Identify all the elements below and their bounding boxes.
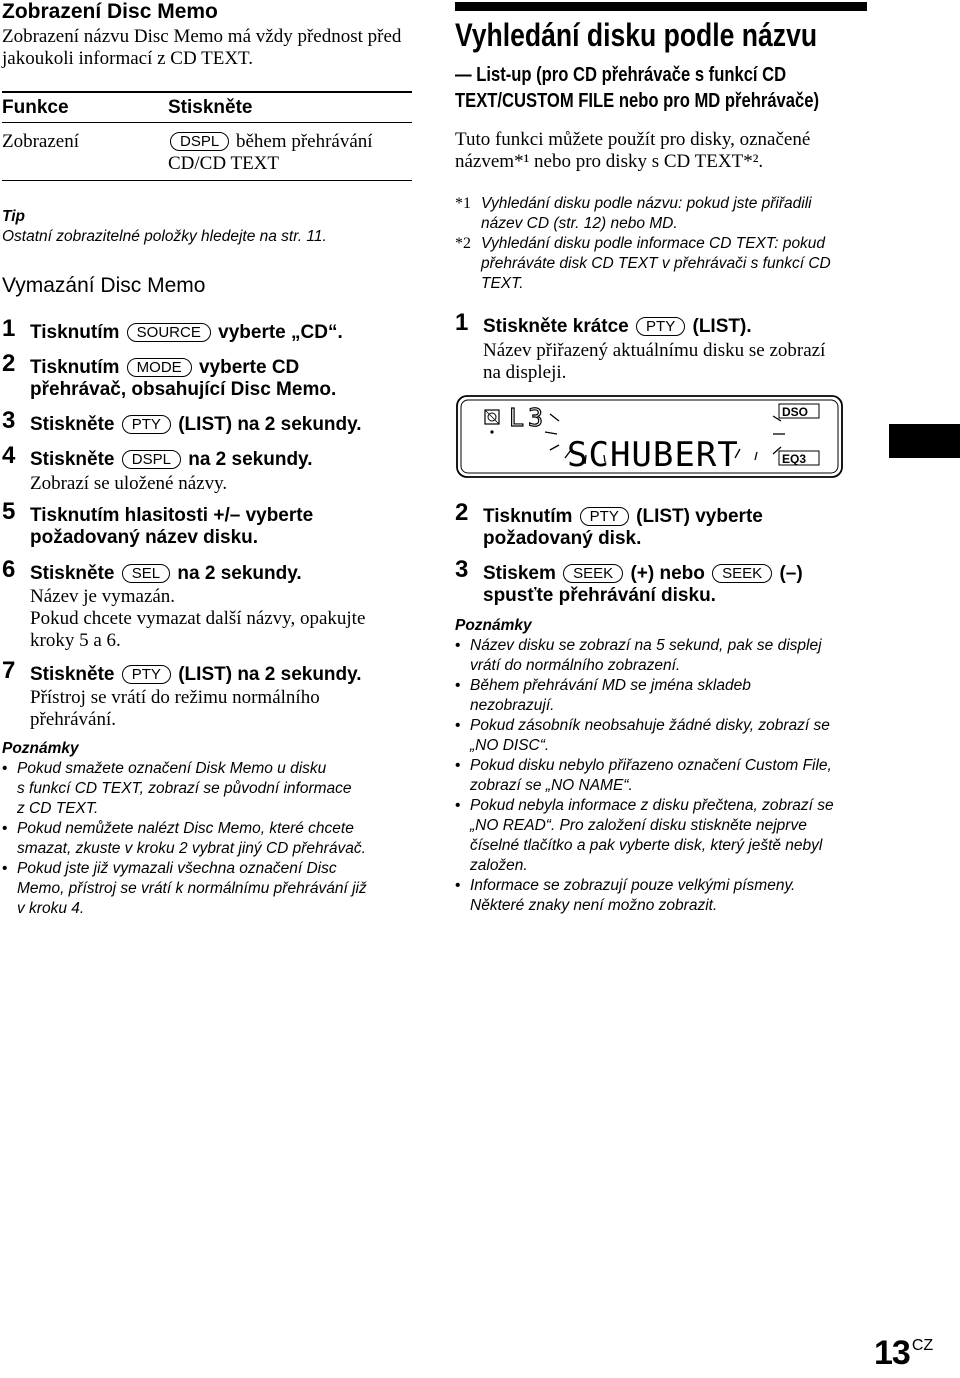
note-item: • Pokud nemůžete nalézt Disc Memo, které chcete smazat, zkuste v kroku 2 vybrat jiný CD přehrávač. bbox=[2, 819, 417, 859]
pty-button: PTY bbox=[122, 665, 171, 684]
table-cell-press bbox=[168, 131, 413, 175]
step-text: Stiskněte bbox=[30, 563, 115, 584]
seek-button: SEEK bbox=[563, 564, 623, 583]
pty-button: PTY bbox=[122, 415, 171, 434]
note-item: • Pokud nebyla informace z disku přečtena, zobrazí se „NO READ“. Pro založení disku stiskněte nejprve číselné tlačítko a pak vyberte disk, který ještě nebyl založen. bbox=[455, 796, 875, 876]
step-text: spusťte přehrávání disku. bbox=[483, 585, 716, 606]
step-number: 3 bbox=[455, 556, 469, 583]
erase-step-5 bbox=[2, 498, 440, 549]
detail-line: Název přiřazený aktuálnímu disku se zobrazí bbox=[483, 340, 826, 361]
step-text: Tisknutím bbox=[483, 506, 573, 527]
note-item: • Během přehrávání MD se jména skladeb nezobrazují. bbox=[455, 676, 875, 716]
erase-step-6 bbox=[2, 556, 440, 585]
lcd-main-text: SCHUBERT bbox=[567, 435, 739, 475]
step-text: na 2 sekundy. bbox=[188, 449, 313, 470]
step-number: 2 bbox=[455, 499, 469, 526]
table-cell-text-b: CD/CD TEXT bbox=[168, 153, 280, 174]
step-number: 6 bbox=[2, 556, 16, 583]
step-text: požadovaný název disku. bbox=[30, 527, 259, 548]
detail-line: Název je vymazán. bbox=[30, 586, 176, 607]
step-text: (LIST) vyberte bbox=[636, 506, 763, 527]
dspl-button: DSPL bbox=[122, 450, 181, 469]
list-notes bbox=[455, 636, 875, 916]
dspl-button: DSPL bbox=[170, 132, 229, 151]
intro-line: názvem*¹ nebo pro disky s CD TEXT*². bbox=[455, 151, 764, 172]
step-number: 3 bbox=[2, 407, 16, 434]
list-step-3 bbox=[455, 556, 903, 607]
tip-text: Ostatní zobrazitelné položky hledejte na str. 11. bbox=[2, 228, 327, 245]
step-number: 7 bbox=[2, 657, 16, 684]
footnote-1: *1 Vyhledání disku podle názvu: pokud jste přiřadili název CD (str. 12) nebo MD. bbox=[455, 195, 812, 232]
footnote-mark: *1 bbox=[455, 195, 471, 212]
step-text: Stiskněte bbox=[30, 664, 115, 685]
section-intro bbox=[455, 129, 875, 173]
disc-memo-display-intro: Zobrazení názvu Disc Memo má vždy přednost před jakoukoli informací z CD TEXT. bbox=[2, 26, 402, 69]
step-text: (–) bbox=[779, 563, 803, 584]
pty-button: PTY bbox=[580, 507, 629, 526]
erase-step-7-detail bbox=[30, 687, 320, 731]
erase-section-title: Vymazání Disc Memo bbox=[2, 274, 206, 297]
erase-step-6-detail bbox=[30, 586, 365, 652]
note-item: • Pokud zásobník neobsahuje žádné disky, zobrazí se „NO DISC“. bbox=[455, 716, 875, 756]
dso-indicator: DSO bbox=[782, 405, 809, 419]
side-tab-marker bbox=[889, 424, 960, 458]
intro-line: Tuto funkci můžete použít pro disky, označené bbox=[455, 129, 811, 150]
table-header-press: Stiskněte bbox=[168, 97, 253, 118]
note-item: • Pokud smažete označení Disk Memo u disku s funkcí CD TEXT, zobrazí se původní informace z CD TEXT. bbox=[2, 759, 417, 819]
title-top-rule bbox=[455, 2, 867, 11]
table-cell-function: Zobrazení bbox=[2, 131, 80, 152]
table-bottom-rule bbox=[2, 180, 412, 181]
erase-step-2 bbox=[2, 350, 440, 401]
detail-line: Přístroj se vrátí do režimu normálního bbox=[30, 687, 320, 708]
erase-step-4 bbox=[2, 442, 440, 471]
list-step-2 bbox=[455, 499, 903, 550]
step-text: Stiskem bbox=[483, 563, 556, 584]
table-top-rule bbox=[2, 91, 412, 93]
detail-line: přehrávání. bbox=[30, 709, 116, 730]
source-button: SOURCE bbox=[127, 323, 211, 342]
page-number-suffix: CZ bbox=[911, 1337, 934, 1354]
step-text: vyberte CD bbox=[198, 357, 300, 378]
step-text: Stiskněte krátce bbox=[483, 316, 629, 337]
table-header-rule bbox=[2, 122, 412, 123]
step-text: Stiskněte bbox=[30, 414, 115, 435]
erase-notes-label: Poznámky bbox=[2, 740, 79, 757]
table-cell-text-a: během přehrávání bbox=[235, 131, 373, 152]
step-number: 1 bbox=[2, 315, 16, 342]
mode-button: MODE bbox=[127, 358, 192, 377]
step-text: vyberte „CD“. bbox=[218, 322, 343, 343]
step-text: Tisknutím bbox=[30, 322, 120, 343]
step-text: na 2 sekundy. bbox=[177, 563, 302, 584]
step-number: 4 bbox=[2, 442, 16, 469]
erase-step-3 bbox=[2, 407, 440, 436]
note-item: • Název disku se zobrazí na 5 sekund, pak se displej vrátí do normálního zobrazení. bbox=[455, 636, 875, 676]
step-text: (+) nebo bbox=[630, 563, 705, 584]
step-number: 5 bbox=[2, 498, 16, 525]
section-subtitle-line2: TEXT/CUSTOM FILE nebo pro MD přehrávače) bbox=[455, 90, 820, 112]
detail-line: Pokud chcete vymazat další názvy, opakujte bbox=[30, 608, 366, 629]
erase-step-7 bbox=[2, 657, 440, 686]
footnote-mark: *2 bbox=[455, 235, 471, 252]
seek-button: SEEK bbox=[712, 564, 772, 583]
step-number: 2 bbox=[2, 350, 16, 377]
section-subtitle-line1: — List-up (pro CD přehrávače s funkcí CD bbox=[455, 64, 787, 86]
detail-line: kroky 5 a 6. bbox=[30, 630, 121, 651]
step-text: Tisknutím bbox=[30, 357, 120, 378]
lcd-display-svg bbox=[455, 394, 845, 480]
erase-notes-list bbox=[2, 759, 417, 919]
list-step-1-detail bbox=[483, 340, 825, 384]
footnote-2: *2 Vyhledání disku podle informace CD TEXT: pokud přehráváte disk CD TEXT v přehrávači s funkcí CD TEXT. bbox=[455, 235, 831, 292]
display-illustration bbox=[455, 394, 845, 480]
disc-memo-display-title: Zobrazení Disc Memo bbox=[2, 0, 218, 23]
page-number-value: 13 bbox=[874, 1334, 910, 1372]
erase-step-1 bbox=[2, 315, 440, 344]
section-title: Vyhledání disku podle názvu bbox=[455, 17, 818, 53]
tip-label: Tip bbox=[2, 208, 25, 225]
note-item: • Pokud jste již vymazali všechna označení Disc Memo, přístroj se vrátí k normálnímu přehrávání již v kroku 4. bbox=[2, 859, 417, 919]
erase-step-4-detail: Zobrazí se uložené názvy. bbox=[30, 473, 228, 494]
step-text: (LIST) na 2 sekundy. bbox=[178, 414, 362, 435]
step-number: 1 bbox=[455, 309, 469, 336]
pty-button: PTY bbox=[636, 317, 685, 336]
step-text: Stiskněte bbox=[30, 449, 115, 470]
step-text: (LIST). bbox=[692, 316, 752, 337]
note-item: • Informace se zobrazují pouze velkými písmeny. Některé znaky není možno zobrazit. bbox=[455, 876, 875, 916]
detail-line: na displeji. bbox=[483, 362, 567, 383]
step-text: požadovaný disk. bbox=[483, 528, 642, 549]
eq-indicator: EQ3 bbox=[782, 452, 807, 466]
list-notes-label: Poznámky bbox=[455, 617, 532, 634]
table-header-function: Funkce bbox=[2, 97, 69, 118]
note-item: • Pokud disku nebylo přiřazeno označení Custom File, zobrazí se „NO NAME“. bbox=[455, 756, 875, 796]
step-text: přehrávač, obsahující Disc Memo. bbox=[30, 379, 337, 400]
step-text: (LIST) na 2 sekundy. bbox=[178, 664, 362, 685]
list-step-1 bbox=[455, 309, 903, 338]
sel-button: SEL bbox=[122, 564, 170, 583]
lcd-small-text: L3 bbox=[509, 403, 548, 432]
step-text: Tisknutím hlasitosti +/– vyberte bbox=[30, 505, 314, 526]
